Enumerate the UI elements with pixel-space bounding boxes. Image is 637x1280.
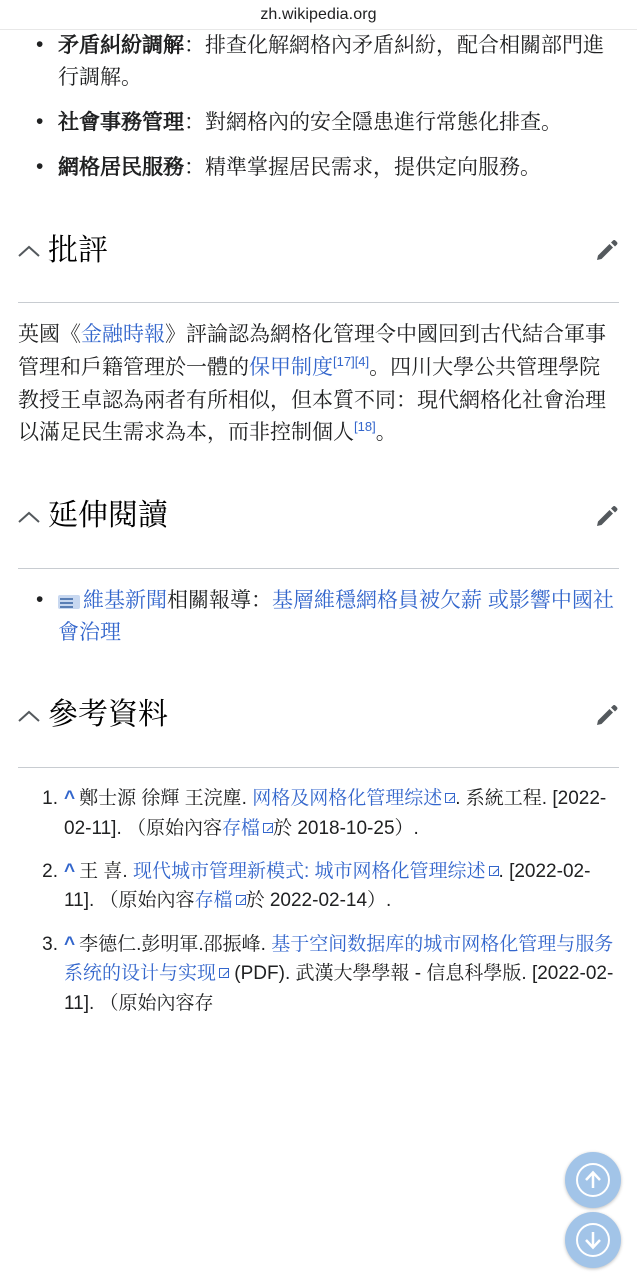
link-wikinews-article[interactable]: 基層維穩網格員被欠薪 或影響中國社會治理 [58, 589, 614, 644]
ref-backlink[interactable]: ^ [64, 788, 76, 810]
reference-item [64, 930, 619, 1018]
ref-18[interactable] [354, 419, 376, 434]
ref-title-link[interactable]: 网格及网格化管理综述 [252, 788, 443, 810]
ref-authors: 鄭士源 徐輝 王浣塵 [79, 788, 242, 810]
ref-archive-date: 於 2018-10-25）. [273, 817, 419, 839]
section-title: 延伸閱讀 [48, 499, 168, 533]
ref-meta: . 系統工程. [2022-02-11]. （原始內容 [64, 788, 607, 839]
list-item-text: 對網格內的安全隱患進行常態化排查。 [205, 110, 562, 134]
url-text[interactable]: zh.wikipedia.org [260, 5, 377, 23]
text-fragment: 》評論認為網格化管理令中國回到古代結合軍事管理和戶籍管理於一體的 [18, 323, 606, 379]
article-content [0, 30, 637, 1032]
list-item-sep: ： [184, 34, 205, 57]
section-divider [18, 767, 619, 768]
link-financial-times[interactable]: 金融時報 [81, 323, 165, 347]
ref-18-link[interactable]: [18] [354, 419, 376, 435]
list-item-term: 社會事務管理 [58, 110, 184, 134]
ref-meta: . [2022-02-11]. （原始內容 [64, 861, 591, 912]
text-fragment: 英國《 [18, 323, 81, 347]
list-item-sep: ： [184, 110, 205, 134]
text-fragment: . [241, 788, 253, 810]
ref-archive-date: 於 2022-02-14）. [245, 890, 392, 912]
criticism-paragraph [18, 319, 619, 449]
ref-4[interactable] [355, 354, 369, 369]
list-item-text: 精準掌握居民需求，提供定向服務。 [205, 155, 541, 179]
text-fragment: . [122, 861, 133, 883]
ref-title-link[interactable]: 基于空间数据库的城市网格化管理与服务系统的设计与实现 [64, 933, 614, 985]
ref-17[interactable] [333, 354, 355, 369]
list-item-text: 排查化解網格內矛盾糾紛，配合相關部門進行調解。 [58, 34, 604, 89]
list-item-sep: ： [184, 155, 205, 179]
ref-title-link[interactable]: 现代城市管理新模式: 城市网格化管理综述 [132, 861, 486, 883]
chevron-up-icon[interactable] [18, 504, 48, 528]
section-title: 批評 [48, 233, 108, 267]
ref-archive-link[interactable]: 存檔 [222, 817, 261, 839]
external-link-icon [219, 968, 229, 978]
list-item-term: 矛盾糾紛調解 [58, 34, 184, 57]
edit-pencil-icon[interactable] [589, 504, 619, 528]
link-baojia-system[interactable]: 保甲制度 [249, 355, 333, 379]
browser-url-bar[interactable] [0, 0, 637, 30]
section-title: 參考資料 [48, 698, 168, 732]
ref-authors: 王 喜 [79, 861, 123, 883]
external-link-icon [236, 895, 246, 905]
reference-item [64, 857, 619, 916]
ref-archive-link[interactable]: 存檔 [194, 890, 233, 912]
reference-item [64, 784, 619, 843]
edit-pencil-icon[interactable] [589, 703, 619, 727]
external-link-icon [445, 793, 455, 803]
text-fragment: 。 [375, 421, 397, 445]
wikinews-icon [58, 595, 80, 609]
text-fragment: 相關報導： [167, 589, 272, 613]
text-fragment: 。四川大學公共管理學院教授王卓認為兩者有所相似，但本質不同：現代網格化社會治理以滿足民生需求為本，而非控制個人 [18, 355, 606, 445]
reference-list [18, 784, 619, 1018]
list-item [58, 152, 619, 184]
ref-authors: 李德仁.彭明軍.邵振峰 [79, 933, 261, 955]
section-header-further-reading[interactable] [18, 472, 619, 569]
ref-meta: (PDF). 武漢大學學報 - 信息科學版. [2022-02-11]. （原始內容存 [64, 963, 614, 1014]
edit-pencil-icon[interactable] [589, 238, 619, 262]
list-item [58, 107, 619, 139]
list-item [58, 30, 619, 94]
ref-backlink[interactable]: ^ [64, 861, 76, 883]
link-wikinews[interactable]: 維基新聞 [83, 589, 167, 613]
scroll-buttons[interactable] [565, 1152, 625, 1272]
list-item [58, 585, 619, 648]
further-reading-list [18, 585, 619, 648]
ref-backlink[interactable]: ^ [64, 933, 76, 955]
ref-17-link[interactable]: [17] [333, 353, 355, 369]
external-link-icon [489, 866, 499, 876]
scroll-to-bottom-button[interactable] [565, 1212, 621, 1268]
scroll-to-top-button[interactable] [565, 1152, 621, 1208]
text-fragment: . [260, 933, 272, 955]
section-header-criticism[interactable] [18, 206, 619, 303]
chevron-up-icon[interactable] [18, 703, 48, 727]
external-link-icon [263, 823, 273, 833]
section-divider [18, 568, 619, 569]
ref-4-link[interactable]: [4] [354, 353, 370, 369]
responsibilities-list [18, 30, 619, 184]
list-item-term: 網格居民服務 [58, 155, 184, 179]
section-header-references[interactable] [18, 670, 619, 767]
chevron-up-icon[interactable] [18, 238, 48, 262]
section-divider [18, 302, 619, 303]
